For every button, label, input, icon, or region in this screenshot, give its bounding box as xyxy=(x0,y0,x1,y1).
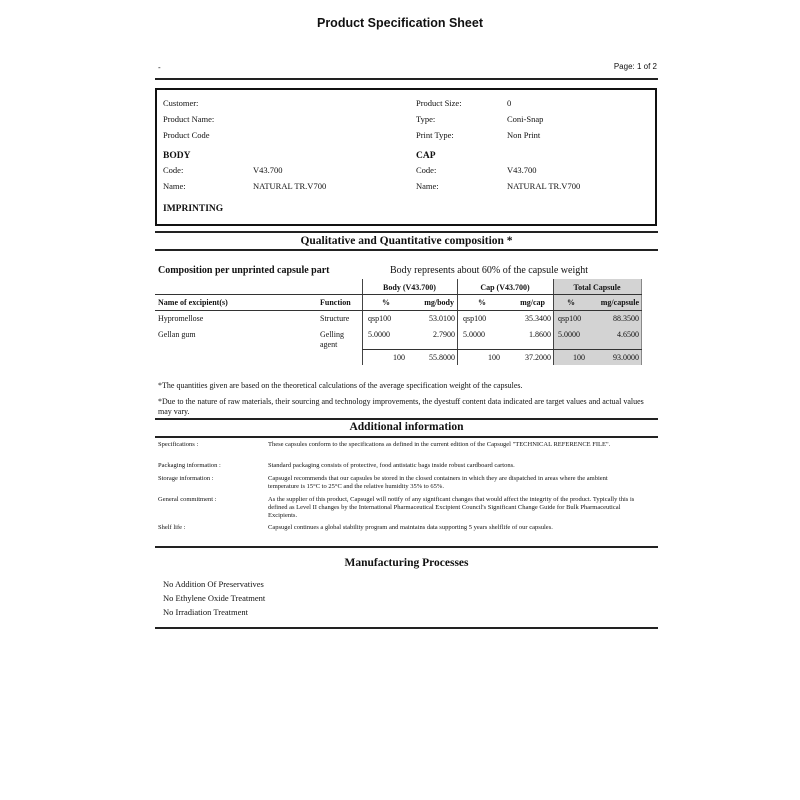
product-size-value: 0 xyxy=(507,98,512,108)
column-header-total-pct: % xyxy=(567,298,575,307)
header-left-text: - xyxy=(158,63,161,72)
product-code-label: Product Code xyxy=(163,130,210,140)
specifications-label: Specifications : xyxy=(158,441,199,448)
row2-total-pct: 5.0000 xyxy=(558,330,580,339)
row1-mg-body: 53.0100 xyxy=(429,314,455,323)
shelf-life-text: Capsugel continues a global stability program and maintains data supporting 5 years shelflife of our capsules. xyxy=(268,524,553,531)
type-value: Coni-Snap xyxy=(507,114,544,124)
total-capsule-pct: 100 xyxy=(573,353,585,362)
manufacturing-bottom-divider xyxy=(155,627,658,629)
general-commitment-label: General commitment : xyxy=(158,496,217,503)
additional-section-title: Additional information xyxy=(349,421,464,433)
packaging-text: Standard packaging consists of protective, food antistatic bags inside robust cardboard cartons. xyxy=(268,462,515,469)
cap-code-value: V43.700 xyxy=(507,165,537,175)
storage-label: Storage information : xyxy=(158,475,214,482)
manufacturing-top-divider xyxy=(155,546,658,548)
column-header-mg-capsule: mg/capsule xyxy=(600,298,639,307)
row2-body-pct: 5.0000 xyxy=(368,330,390,339)
table-subheader-line xyxy=(155,310,642,311)
table-vline-right xyxy=(641,279,642,365)
manufacturing-section-title: Manufacturing Processes xyxy=(344,557,469,569)
customer-label: Customer: xyxy=(163,98,199,108)
additional-bottom-divider xyxy=(155,436,658,438)
row1-cap-pct: qsp100 xyxy=(463,314,487,323)
total-cap-pct: 100 xyxy=(488,353,500,362)
column-header-mg-body: mg/body xyxy=(424,298,454,307)
body-code-value: V43.700 xyxy=(253,165,283,175)
column-header-function: Function xyxy=(320,298,351,307)
composition-note: Body represents about 60% of the capsule weight xyxy=(390,265,589,276)
total-body-pct: 100 xyxy=(393,353,405,362)
type-label: Type: xyxy=(416,114,436,124)
composition-footnote-1: *The quantities given are based on the theoretical calculations of the average specification weight of the capsules. xyxy=(158,381,523,390)
row2-mg-cap: 1.8600 xyxy=(529,330,551,339)
row2-cap-pct: 5.0000 xyxy=(463,330,485,339)
column-header-cap-pct: % xyxy=(478,298,486,307)
row1-total-pct: qsp100 xyxy=(558,314,582,323)
row1-mg-capsule: 88.3500 xyxy=(613,314,639,323)
row2-mg-body: 2.7900 xyxy=(433,330,455,339)
storage-text: Capsugel recommends that our capsules be stored in the closed containers in which they are dispatched in areas where the ambient temperature is 15°C to 25°C and the relative humidity 35% to 65%. xyxy=(268,475,608,490)
column-header-body-pct: % xyxy=(382,298,390,307)
row2-function: Gelling agent xyxy=(320,330,344,349)
manufacturing-item: No Irradiation Treatment xyxy=(163,607,248,617)
product-name-label: Product Name: xyxy=(163,114,215,124)
composition-footnote-2: *Due to the nature of raw materials, their sourcing and technology improvements, the dyestuff content data indicated are target values and actual values may vary. xyxy=(158,397,644,416)
print-type-value: Non Print xyxy=(507,130,541,140)
product-size-label: Product Size: xyxy=(416,98,462,108)
row1-excipient: Hypromellose xyxy=(158,314,204,323)
header-divider xyxy=(155,78,658,80)
packaging-label: Packaging information : xyxy=(158,462,221,469)
group-header-body: Body (V43.700) xyxy=(383,283,436,292)
cap-name-value: NATURAL TR.V700 xyxy=(507,181,581,191)
product-info-box xyxy=(155,88,657,226)
row1-body-pct: qsp100 xyxy=(368,314,392,323)
body-name-value: NATURAL TR.V700 xyxy=(253,181,327,191)
row2-excipient: Gellan gum xyxy=(158,330,196,339)
group-header-total: Total Capsule xyxy=(573,283,621,292)
row1-function: Structure xyxy=(320,314,350,323)
specifications-text: These capsules conform to the specifications as defined in the current edition of the Capsugel "TECHNICAL REFERENCE FILE". xyxy=(268,441,611,448)
page-indicator: Page: 1 of 2 xyxy=(613,62,657,71)
cap-heading: CAP xyxy=(416,151,436,161)
composition-heading: Composition per unprinted capsule part xyxy=(158,265,330,276)
print-type-label: Print Type: xyxy=(416,130,454,140)
composition-top-divider xyxy=(155,231,658,233)
column-header-mg-cap: mg/cap xyxy=(520,298,545,307)
imprinting-heading: IMPRINTING xyxy=(163,204,224,214)
cap-name-label: Name: xyxy=(416,181,439,191)
body-heading: BODY xyxy=(163,151,191,161)
shelf-life-label: Shelf life : xyxy=(158,524,186,531)
body-code-label: Code: xyxy=(163,165,184,175)
row2-mg-capsule: 4.6500 xyxy=(617,330,639,339)
composition-section-title: Qualitative and Quantitative composition * xyxy=(300,235,513,247)
body-name-label: Name: xyxy=(163,181,186,191)
composition-bottom-divider xyxy=(155,249,658,251)
row1-mg-cap: 35.3400 xyxy=(525,314,551,323)
column-header-excipient: Name of excipient(s) xyxy=(158,298,228,307)
document-title: Product Specification Sheet xyxy=(316,16,483,30)
table-total-line xyxy=(362,349,642,350)
group-header-cap: Cap (V43.700) xyxy=(480,283,530,292)
cap-code-label: Code: xyxy=(416,165,437,175)
additional-top-divider xyxy=(155,418,658,420)
total-mg-capsule: 93.0000 xyxy=(613,353,639,362)
general-commitment-text: As the supplier of this product, Capsugel will notify of any significant changes that would affect the integrity of the product. Typically this is defined as Level II changes by the International Pharmaceutical Excipient Council's Significant Change Guide for Bulk Pharmaceutical Excipients. xyxy=(268,496,635,519)
manufacturing-item: No Ethylene Oxide Treatment xyxy=(163,593,266,603)
total-mg-cap: 37.2000 xyxy=(525,353,551,362)
table-header-line xyxy=(155,294,642,295)
manufacturing-item: No Addition Of Preservatives xyxy=(163,579,264,589)
total-mg-body: 55.8000 xyxy=(429,353,455,362)
